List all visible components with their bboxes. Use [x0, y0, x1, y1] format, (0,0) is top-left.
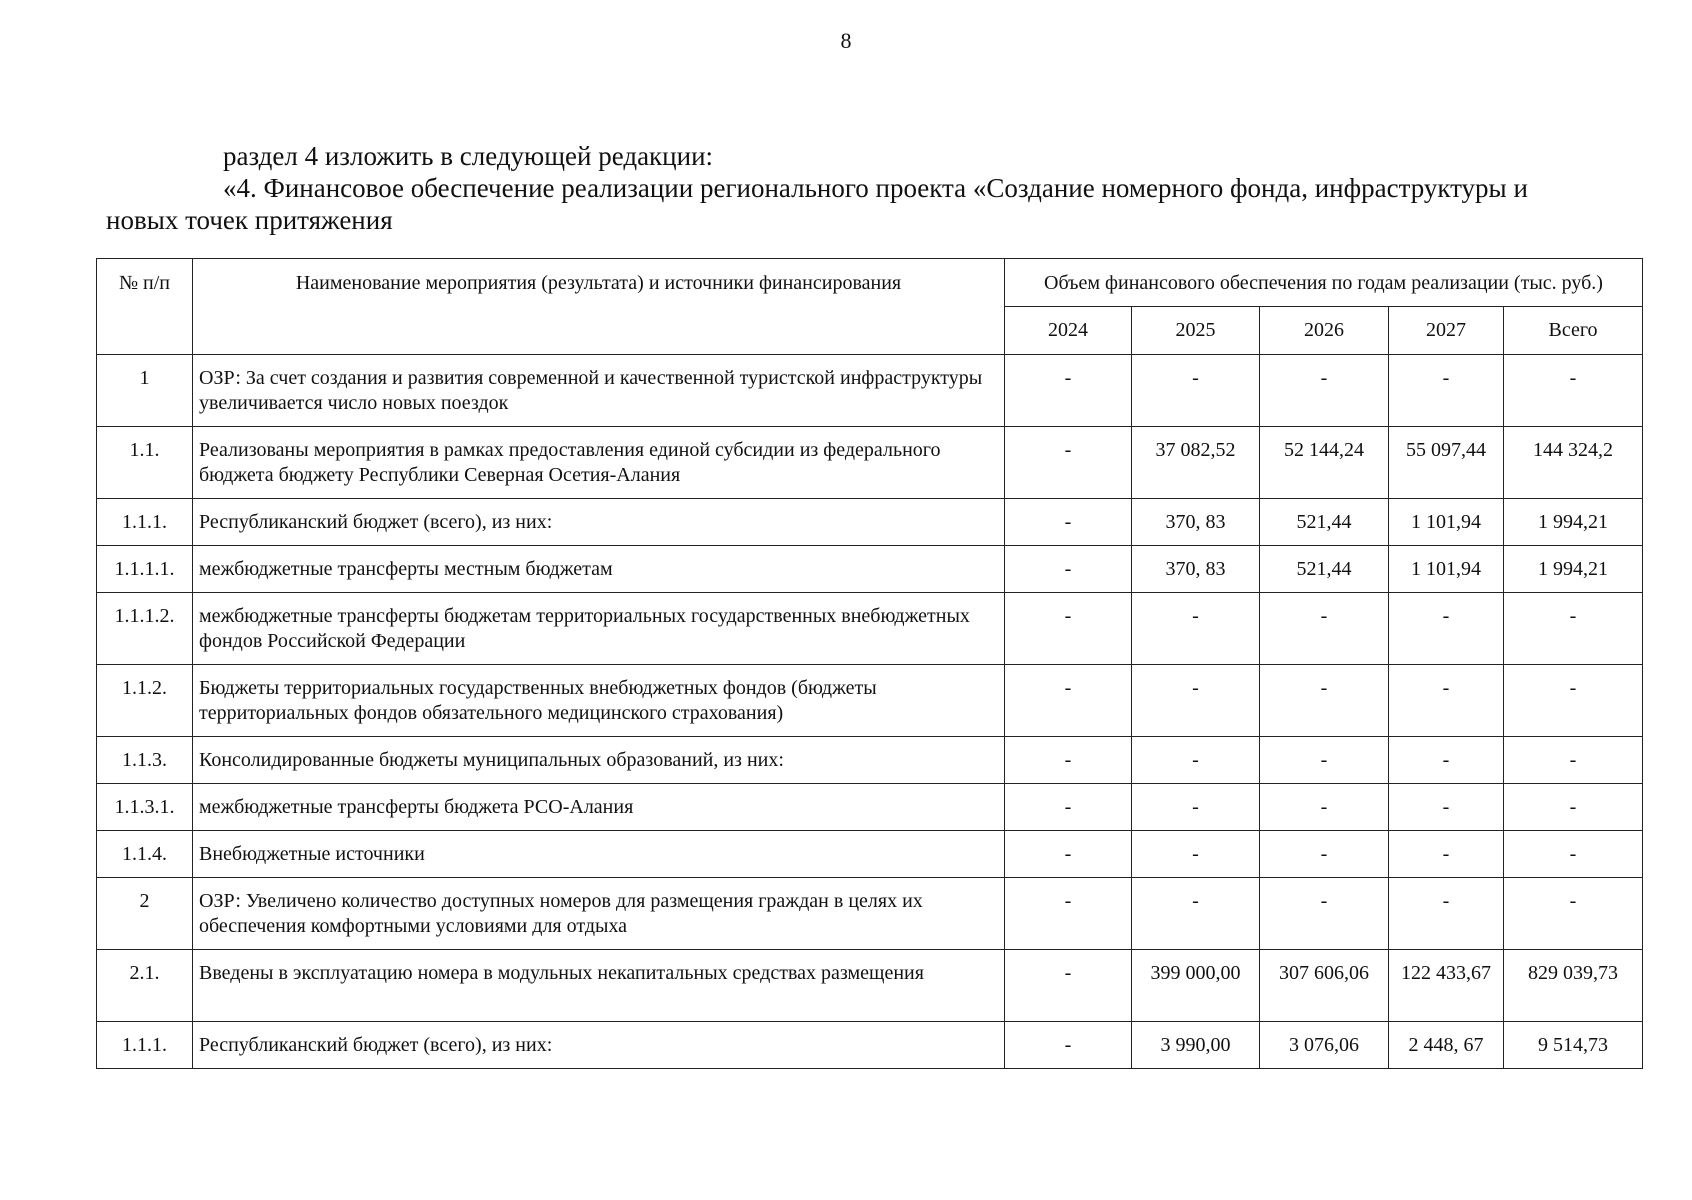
row-name: Введены в эксплуатацию номера в модульных некапитальных средствах размещения: [193, 950, 1005, 1022]
row-name: Республиканский бюджет (всего), из них:: [193, 1022, 1005, 1069]
value-total: -: [1504, 355, 1643, 427]
value-total: -: [1504, 593, 1643, 665]
value-2025: 370, 83: [1132, 499, 1260, 546]
table-row: [97, 546, 1643, 593]
header-year-2024: 2024: [1005, 307, 1132, 355]
value-2026: -: [1260, 878, 1389, 950]
value-2024: -: [1005, 737, 1132, 784]
table-row: [97, 665, 1643, 737]
header-name: Наименование мероприятия (результата) и источники финансирования: [193, 259, 1005, 355]
page-number: 8: [840, 28, 852, 53]
value-2025: 37 082,52: [1132, 427, 1260, 499]
row-number: 2.1.: [97, 950, 193, 1022]
row-name: ОЗР: Увеличено количество доступных номеров для размещения граждан в целях их обеспечения комфортными условиями для отдыха: [193, 878, 1005, 950]
row-number: 1.1.1.1.: [97, 546, 193, 593]
table-row: [97, 878, 1643, 950]
value-2024: -: [1005, 784, 1132, 831]
value-2027: -: [1389, 878, 1504, 950]
value-2024: -: [1005, 831, 1132, 878]
value-2024: -: [1005, 355, 1132, 427]
row-number: 1.1.1.: [97, 1022, 193, 1069]
value-total: 829 039,73: [1504, 950, 1643, 1022]
row-name: межбюджетные трансферты бюджета РСО-Алания: [193, 784, 1005, 831]
row-name: Реализованы мероприятия в рамках предоставления единой субсидии из федерального бюджета бюджету Республики Северная Осетия-Алания: [193, 427, 1005, 499]
table-row: [97, 593, 1643, 665]
row-number: 1: [97, 355, 193, 427]
header-year-2027: 2027: [1389, 307, 1504, 355]
value-2027: 55 097,44: [1389, 427, 1504, 499]
table-row: [97, 355, 1643, 427]
value-2027: -: [1389, 737, 1504, 784]
value-2025: 370, 83: [1132, 546, 1260, 593]
value-2026: -: [1260, 831, 1389, 878]
table-row: [97, 1022, 1643, 1069]
value-2026: 3 076,06: [1260, 1022, 1389, 1069]
row-name: Республиканский бюджет (всего), из них:: [193, 499, 1005, 546]
value-total: -: [1504, 831, 1643, 878]
value-total: 144 324,2: [1504, 427, 1643, 499]
row-name: межбюджетные трансферты бюджетам территориальных государственных внебюджетных фондов Российской Федерации: [193, 593, 1005, 665]
header-num: № п/п: [97, 259, 193, 355]
value-2024: -: [1005, 593, 1132, 665]
intro-text: [106, 140, 1606, 236]
value-total: 9 514,73: [1504, 1022, 1643, 1069]
row-number: 1.1.3.: [97, 737, 193, 784]
value-total: -: [1504, 665, 1643, 737]
value-2024: -: [1005, 499, 1132, 546]
row-number: 1.1.: [97, 427, 193, 499]
row-name: межбюджетные трансферты местным бюджетам: [193, 546, 1005, 593]
intro-line: раздел 4 изложить в следующей редакции:: [223, 141, 714, 171]
value-total: 1 994,21: [1504, 499, 1643, 546]
value-2027: -: [1389, 593, 1504, 665]
value-2025: -: [1132, 831, 1260, 878]
row-name: ОЗР: За счет создания и развития современной и качественной туристской инфраструктуры увеличивается число новых поездок: [193, 355, 1005, 427]
value-2027: 122 433,67: [1389, 950, 1504, 1022]
value-2024: -: [1005, 546, 1132, 593]
value-2026: -: [1260, 355, 1389, 427]
table-row: [97, 784, 1643, 831]
row-number: 1.1.4.: [97, 831, 193, 878]
value-2026: 521,44: [1260, 499, 1389, 546]
value-total: -: [1504, 878, 1643, 950]
table-row: [97, 950, 1643, 1022]
header-volume: Объем финансового обеспечения по годам реализации (тыс. руб.): [1005, 259, 1643, 307]
section-heading: «4. Финансовое обеспечение реализации регионального проекта «Создание номерного фонда, инфраструктуры и новых точек притяжения: [106, 173, 1528, 235]
value-2025: -: [1132, 593, 1260, 665]
value-2024: -: [1005, 427, 1132, 499]
value-2024: -: [1005, 1022, 1132, 1069]
header-total: Всего: [1504, 307, 1643, 355]
value-2026: 52 144,24: [1260, 427, 1389, 499]
row-number: 1.1.1.: [97, 499, 193, 546]
value-total: -: [1504, 737, 1643, 784]
value-2025: -: [1132, 784, 1260, 831]
value-2024: -: [1005, 950, 1132, 1022]
value-2026: -: [1260, 737, 1389, 784]
value-2025: -: [1132, 878, 1260, 950]
value-2025: 399 000,00: [1132, 950, 1260, 1022]
value-2027: 1 101,94: [1389, 499, 1504, 546]
row-number: 2: [97, 878, 193, 950]
value-2026: 307 606,06: [1260, 950, 1389, 1022]
row-number: 1.1.2.: [97, 665, 193, 737]
value-2026: -: [1260, 665, 1389, 737]
table-row: [97, 737, 1643, 784]
row-number: 1.1.1.2.: [97, 593, 193, 665]
header-year-2025: 2025: [1132, 307, 1260, 355]
value-2025: -: [1132, 355, 1260, 427]
financing-table: [96, 258, 1643, 1069]
value-2026: -: [1260, 593, 1389, 665]
value-2024: -: [1005, 878, 1132, 950]
value-total: -: [1504, 784, 1643, 831]
table-row: [97, 427, 1643, 499]
row-number: 1.1.3.1.: [97, 784, 193, 831]
value-2024: -: [1005, 665, 1132, 737]
value-2026: 521,44: [1260, 546, 1389, 593]
value-2027: -: [1389, 784, 1504, 831]
value-2027: -: [1389, 831, 1504, 878]
header-year-2026: 2026: [1260, 307, 1389, 355]
value-2025: 3 990,00: [1132, 1022, 1260, 1069]
value-2027: -: [1389, 355, 1504, 427]
row-name: Внебюджетные источники: [193, 831, 1005, 878]
value-2025: -: [1132, 737, 1260, 784]
table-row: [97, 831, 1643, 878]
value-2027: 1 101,94: [1389, 546, 1504, 593]
row-name: Бюджеты территориальных государственных внебюджетных фондов (бюджеты территориальных фондов обязательного медицинского страхования): [193, 665, 1005, 737]
value-2025: -: [1132, 665, 1260, 737]
value-2026: -: [1260, 784, 1389, 831]
row-name: Консолидированные бюджеты муниципальных образований, из них:: [193, 737, 1005, 784]
value-2027: -: [1389, 665, 1504, 737]
value-2027: 2 448, 67: [1389, 1022, 1504, 1069]
table-row: [97, 499, 1643, 546]
value-total: 1 994,21: [1504, 546, 1643, 593]
